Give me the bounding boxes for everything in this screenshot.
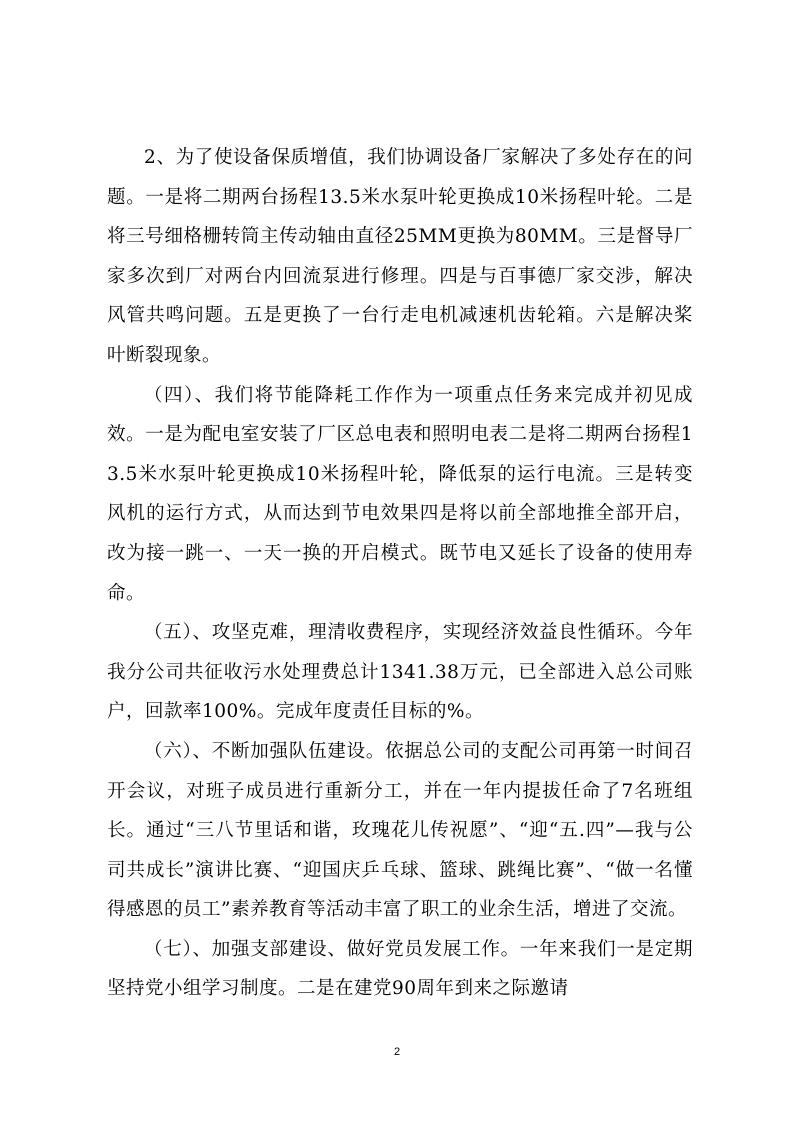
page-number: 2 bbox=[393, 1046, 401, 1058]
document-body bbox=[107, 138, 693, 1009]
paragraph-equipment-maintenance: 2、为了使设备保质增值，我们协调设备厂家解决了多处存在的问题。一是将二期两台扬程13.5米水泵叶轮更换成10米扬程叶轮。二是将三号细格栅转筒主传动轴由直径25MM更换为80MM。三是督导厂家多次到厂对两台内回流泵进行修理。四是与百事德厂家交涉，解决风管共鸣问题。五是更换了一台行走电机减速机齿轮箱。六是解决桨叶断裂现象。 bbox=[107, 147, 693, 366]
paragraph-fee-collection: （五）、攻坚克难，理清收费程序，实现经济效益良性循环。今年我分公司共征收污水处理费总计1341.38万元，已全部进入总公司账户，回款率100%。完成年度责任目标的%。 bbox=[107, 622, 693, 723]
paragraph-team-building: （六）、不断加强队伍建设。依据总公司的支配公司再第一时间召开会议，对班子成员进行重新分工，并在一年内提拔任命了7名班组长。通过“三八节里话和谐，玫瑰花儿传祝愿”、“迎“五.四”—我与公司共成长”演讲比赛、“迎国庆乒乓球、篮球、跳绳比赛”、“做一名懂得感恩的员工”素养教育等活动丰富了职工的业余生活，增进了交流。 bbox=[107, 740, 693, 921]
paragraph-party-branch: （七）、加强支部建设、做好党员发展工作。一年来我们一是定期坚持党小组学习制度。二是在建党90周年到来之际邀请 bbox=[107, 938, 693, 1000]
paragraph-energy-saving: （四）、我们将节能降耗工作作为一项重点任务来完成并初见成效。一是为配电室安装了厂区总电表和照明电表二是将二期两台扬程13.5米水泵叶轮更换成10米扬程叶轮，降低泵的运行电流。三是转变风机的运行方式，从而达到节电效果四是将以前全部地推全部开启，改为接一跳一、一天一换的开启模式。既节电又延长了设备的使用寿命。 bbox=[107, 384, 693, 604]
